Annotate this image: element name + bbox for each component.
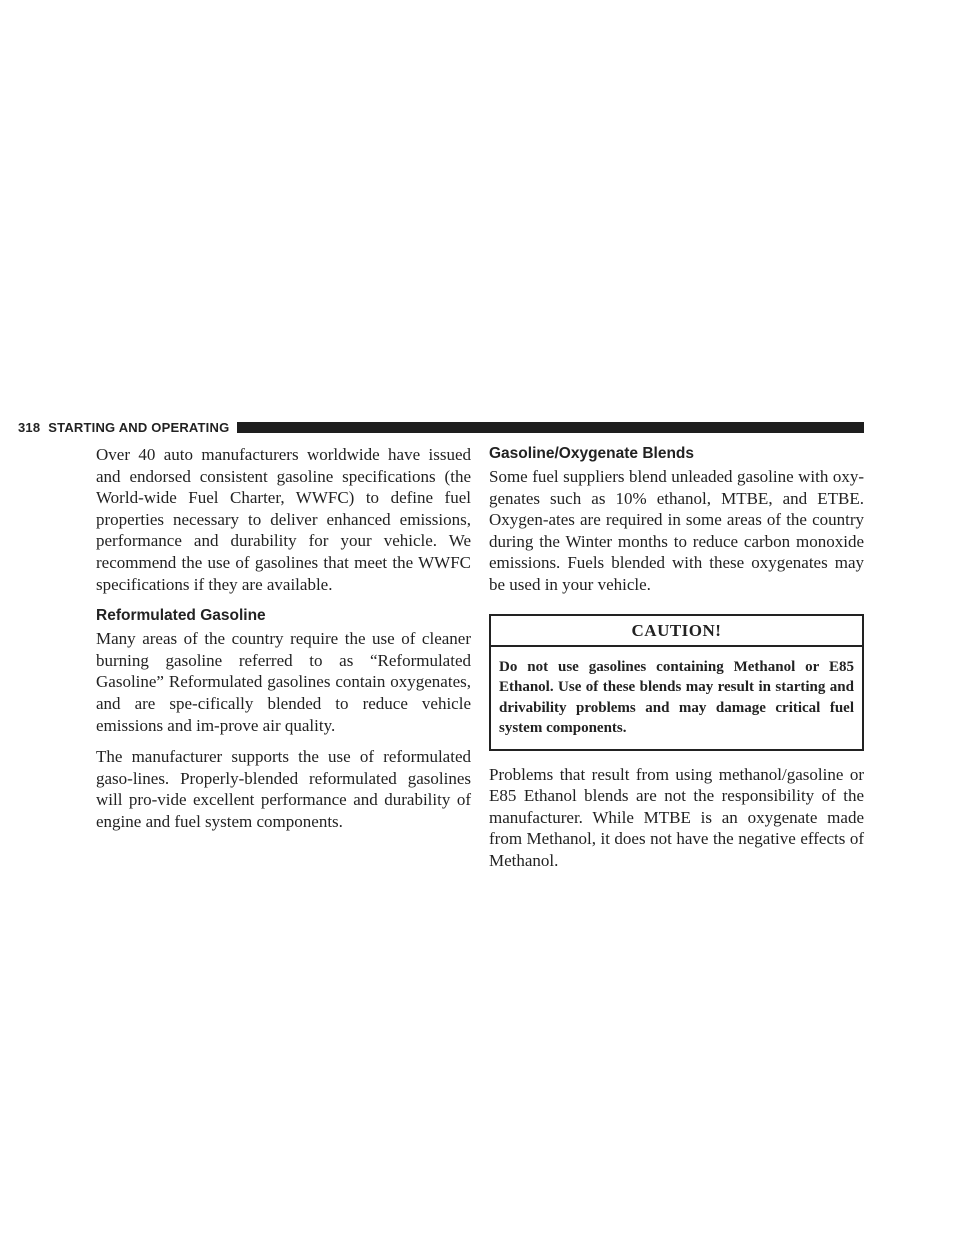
left-column [96,444,471,833]
caution-title: CAUTION! [491,616,862,647]
reformulated-paragraph-2: The manufacturer supports the use of reformulated gaso-lines. Properly-blended reformulated gasolines will pro-vide excellent performance and durability of engine and fuel system components. [96,747,471,831]
oxygenate-blends-heading: Gasoline/Oxygenate Blends [489,445,695,462]
caution-box [489,614,864,751]
page-number: 318 [18,419,41,435]
reformulated-paragraph-1: Many areas of the country require the use of cleaner burning gasoline referred to as “Reformulated Gasoline” Reformulated gasolines contain oxygenates, and are spe-cifically blended to reduce vehicle emissions and im-prove air quality. [96,629,471,735]
header-rule-bar [237,422,864,433]
blends-paragraph: Some fuel suppliers blend unleaded gasoline with oxy-genates such as 10% ethanol, MTBE, and ETBE. Oxygen-ates are required in some areas of the country during the Winter months to reduce carbon monoxide emissions. Fuels blended with these oxygenates may be used in your vehicle. [489,467,864,594]
intro-paragraph: Over 40 auto manufacturers worldwide have issued and endorsed consistent gasoline specifications (the World-wide Fuel Charter, WWFC) to define fuel properties necessary to deliver enhanced emissions, performance and durability for your vehicle. We recommend the use of gasolines that meet the WWFC specifications if they are available. [96,445,471,594]
page-header [18,417,864,437]
reformulated-gasoline-heading: Reformulated Gasoline [96,607,266,625]
right-column [489,444,864,872]
problems-paragraph: Problems that result from using methanol/gasoline or E85 Ethanol blends are not the responsibility of the manufacturer. While MTBE is an oxygenate made from Methanol, it does not have the negative effects of Methanol. [489,764,864,870]
section-title: STARTING AND OPERATING [48,419,230,435]
caution-body: Do not use gasolines containing Methanol or E85 Ethanol. Use of these blends may result in starting and drivability problems and may damage critical fuel system components. [499,658,854,737]
